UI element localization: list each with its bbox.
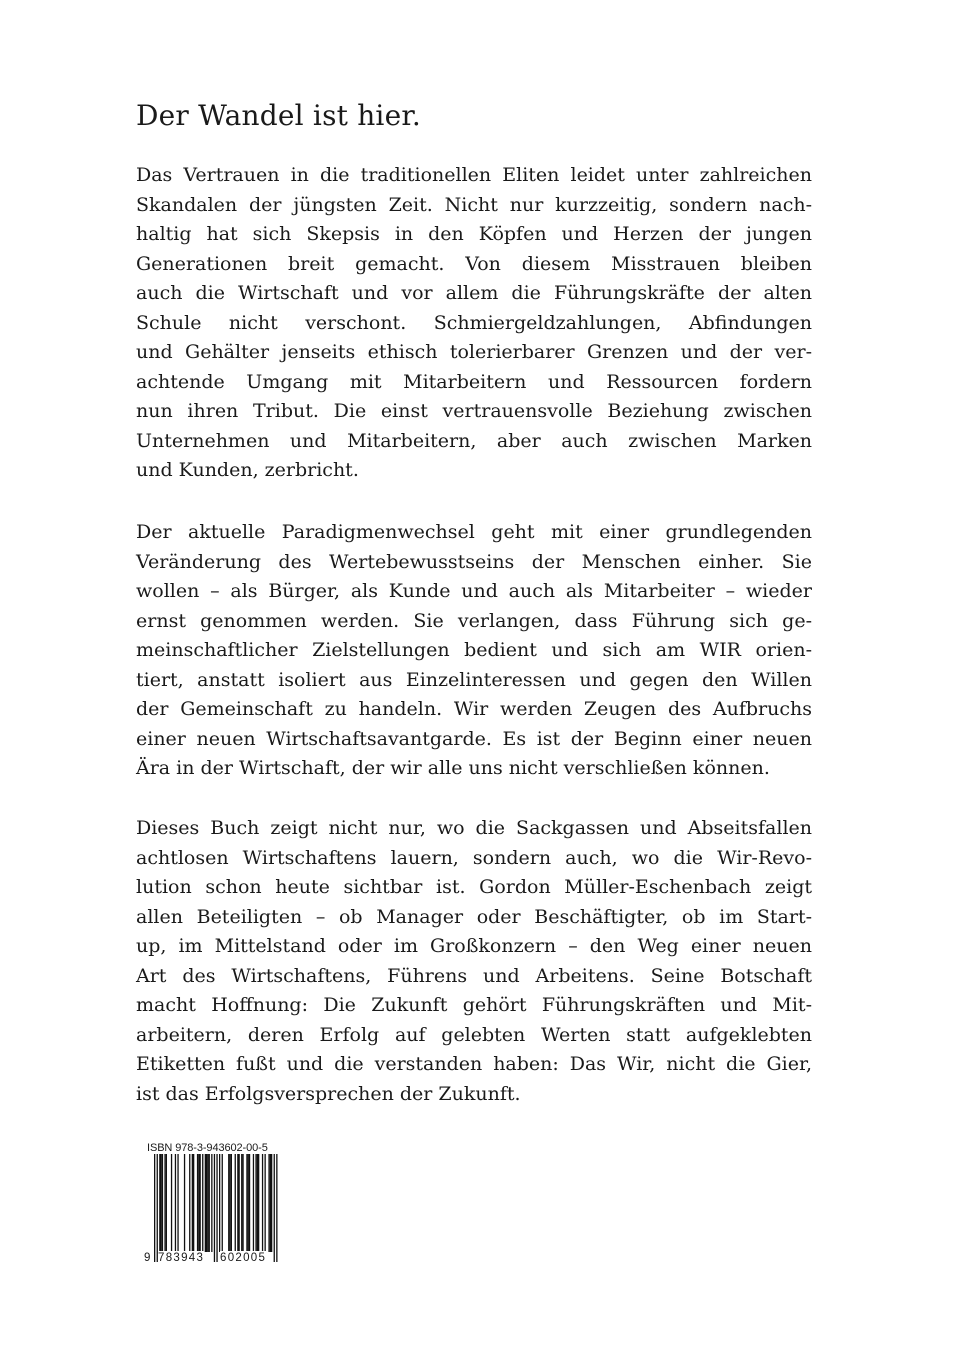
text-line: ist das Erfolgsversprechen der Zukunft. <box>136 1082 521 1105</box>
barcode-bar <box>237 1154 238 1252</box>
text-line: Veränderung des Wertebewusstseins der Menschen einher. Sie <box>136 550 812 573</box>
barcode-bar <box>276 1154 277 1262</box>
barcode-bar <box>262 1154 263 1252</box>
barcode-bar <box>241 1154 242 1252</box>
ean-first-digit: 9 <box>144 1252 152 1264</box>
barcode-bar <box>159 1154 160 1252</box>
barcode-bar <box>214 1154 215 1262</box>
barcode-bar <box>154 1154 155 1262</box>
text-line: Ära in der Wirtschaft, der wir alle uns nicht verschließen können. <box>136 757 770 779</box>
barcode-bar <box>177 1154 178 1252</box>
blurb-paragraph-1 <box>136 161 812 486</box>
text-line: der Gemeinschaft zu handeln. Wir werden Zeugen des Aufbruchs <box>136 698 812 720</box>
ean-right-digits: 602005 <box>220 1252 267 1264</box>
text-line: lution schon heute sichtbar ist. Gordon Müller-Eschenbach zeigt <box>136 876 812 898</box>
barcode-bar <box>242 1154 243 1252</box>
text-line: achtende Umgang mit Mitarbeitern und Ressourcen fordern <box>136 370 812 393</box>
text-line: wollen – als Bürger, als Kunde und auch als Mitarbeiter – wieder <box>136 580 812 602</box>
barcode-bar <box>206 1154 207 1252</box>
text-line: Etiketten fußt und die verstanden haben: Das Wir, nicht die Gier, <box>136 1053 812 1075</box>
ean-left-digits: 783943 <box>158 1252 205 1264</box>
text-line: arbeitern, deren Erfolg auf gelebten Werten statt aufgeklebten <box>136 1023 812 1046</box>
barcode-bar <box>265 1154 266 1252</box>
text-line: Generationen breit gemacht. Von diesem Misstrauen bleiben <box>136 252 812 275</box>
barcode-bar <box>192 1154 193 1252</box>
text-line: auch die Wirtschaft und vor allem die Führungskräfte der alten <box>136 282 812 304</box>
barcode-bar <box>271 1154 272 1252</box>
text-line: ernst genommen werden. Sie verlangen, dass Führung sich ge- <box>136 609 812 632</box>
text-line: Das Vertrauen in die traditionellen Eliten leidet unter zahlreichen <box>136 164 812 186</box>
barcode-bar <box>207 1154 208 1252</box>
text-line: Art des Wirtschaftens, Führens und Arbeitens. Seine Botschaft <box>136 964 812 987</box>
barcode-bar <box>209 1154 210 1252</box>
barcode-bar <box>164 1154 165 1252</box>
barcode-bar <box>228 1154 229 1252</box>
text-line: meinschaftlicher Zielstellungen bedient und sich am WIR orien- <box>136 639 812 661</box>
text-line: macht Hoffnung: Die Zukunft gehört Führungskräften und Mit- <box>136 994 812 1016</box>
barcode-bar <box>249 1154 250 1252</box>
barcode-bar <box>198 1154 199 1252</box>
text-line: nun ihren Tribut. Die einst vertrauensvolle Beziehung zwischen <box>136 400 812 422</box>
barcode-bar <box>184 1154 185 1252</box>
text-line: und Gehälter jenseits ethisch tolerierbarer Grenzen und der ver- <box>136 341 812 363</box>
blurb-paragraph-3 <box>136 814 812 1109</box>
barcode-bar <box>235 1154 236 1252</box>
barcode-bar <box>219 1154 220 1252</box>
barcode-bar <box>231 1154 232 1252</box>
text-line: Unternehmen und Mitarbeitern, aber auch zwischen Marken <box>136 429 812 452</box>
barcode-bar <box>255 1154 256 1252</box>
text-line: Dieses Buch zeigt nicht nur, wo die Sackgassen und Abseitsfallen <box>136 817 812 839</box>
barcode-bar <box>257 1154 258 1252</box>
barcode-bar <box>258 1154 259 1252</box>
text-line: haltig hat sich Skepsis in den Köpfen und Herzen der jungen <box>136 223 812 245</box>
barcode-bar <box>200 1154 201 1252</box>
cover-heading: Der Wandel ist hier. <box>136 99 421 132</box>
barcode-bar <box>216 1154 217 1262</box>
text-line: up, im Mittelstand oder im Großkonzern – den Weg einer neuen <box>136 935 812 957</box>
barcode-bar <box>197 1154 198 1252</box>
text-line: Der aktuelle Paradigmenwechsel geht mit einer grundlegenden <box>136 521 812 543</box>
barcode-bar <box>248 1154 249 1252</box>
text-line: und Kunden, zerbricht. <box>136 459 359 481</box>
barcode-bar <box>211 1154 212 1252</box>
barcode-bar <box>274 1154 275 1262</box>
barcode-bar <box>161 1154 162 1252</box>
barcode-bar <box>202 1154 203 1252</box>
blurb-paragraph-2 <box>136 518 812 784</box>
text-line: einer neuen Wirtschaftsavantgarde. Es ist der Beginn einer neuen <box>136 727 812 750</box>
isbn-label: ISBN 978-3-943602-00-5 <box>147 1142 268 1154</box>
barcode-bar <box>239 1154 240 1252</box>
barcode-bar <box>222 1154 223 1252</box>
barcode-bar <box>246 1154 247 1252</box>
barcode-bar <box>162 1154 163 1252</box>
text-line: Schule nicht verschont. Schmiergeldzahlungen, Abfindungen <box>136 311 812 334</box>
text-line: tiert, anstatt isoliert aus Einzelinteressen und gegen den Willen <box>136 668 812 691</box>
barcode-bar <box>253 1154 254 1252</box>
barcode-bar <box>166 1154 167 1252</box>
barcode-bar <box>270 1154 271 1252</box>
barcode-bar <box>193 1154 194 1252</box>
text-line: achtlosen Wirtschaftens lauern, sondern auch, wo die Wir-Revo- <box>136 846 812 869</box>
text-line: Skandalen der jüngsten Zeit. Nicht nur kurzzeitig, sondern nach- <box>136 193 812 216</box>
barcode-bar <box>229 1154 230 1252</box>
barcode-bar <box>268 1154 269 1252</box>
barcode-bar <box>205 1154 206 1252</box>
barcode-bar <box>189 1154 190 1252</box>
barcode-bar <box>175 1154 176 1252</box>
barcode-bar <box>171 1154 172 1252</box>
barcode-bar <box>157 1154 158 1262</box>
text-line: allen Beteiligten – ob Manager oder Beschäftigter, ob im Start- <box>136 905 812 928</box>
